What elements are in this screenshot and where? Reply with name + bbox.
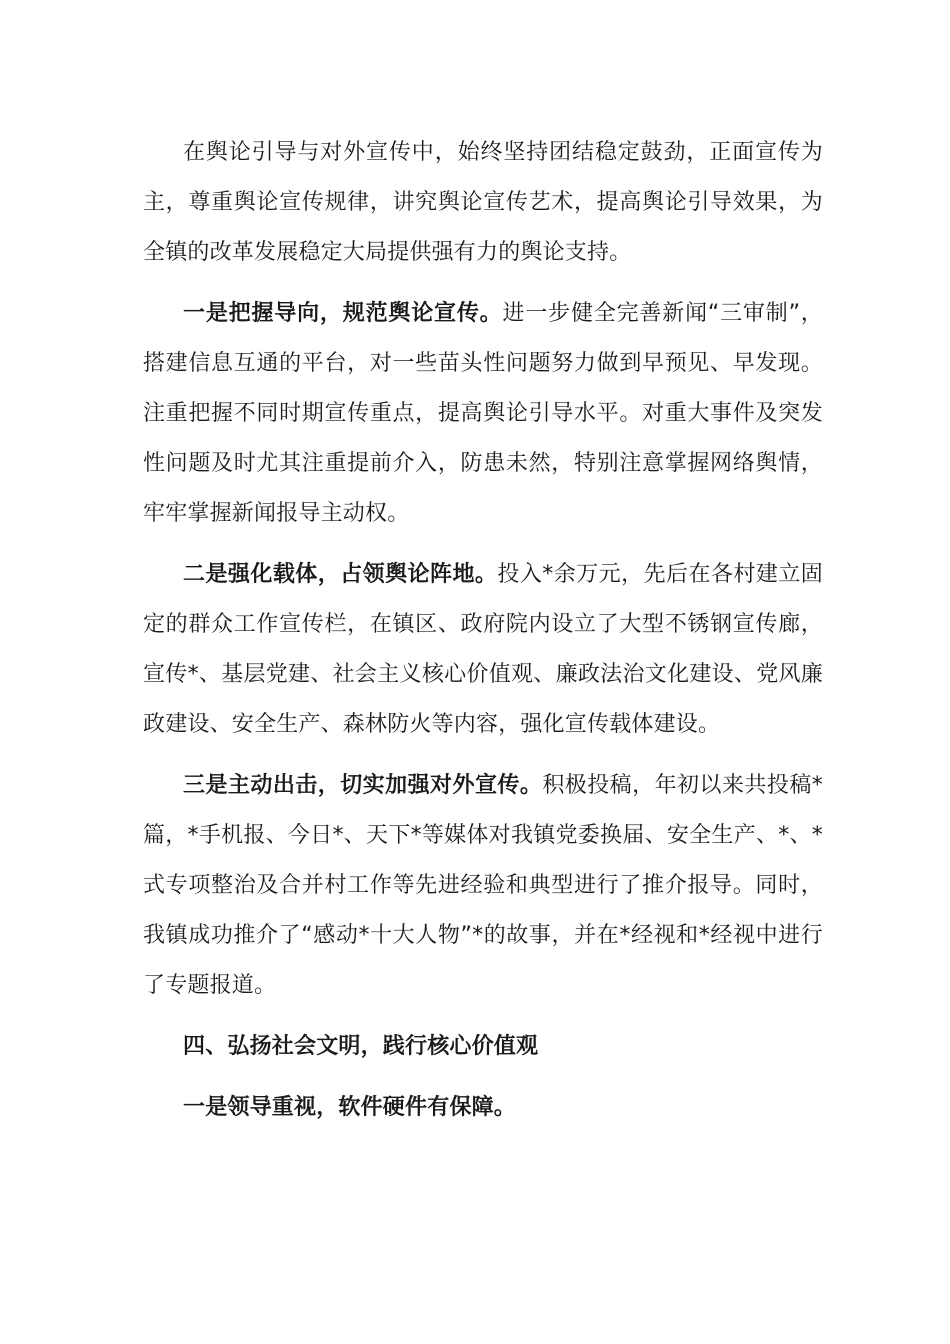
paragraph-carrier bbox=[143, 550, 823, 750]
sub-heading: 一是领导重视，软件硬件有保障。 bbox=[183, 1095, 517, 1120]
paragraph-outreach bbox=[143, 761, 823, 1011]
paragraph-lead: 二是强化载体，占领舆论阵地。 bbox=[183, 562, 498, 587]
document-body bbox=[143, 128, 823, 1144]
section-heading: 四、弘扬社会文明，践行核心价值观 bbox=[183, 1034, 539, 1059]
paragraph-guidance bbox=[143, 289, 823, 539]
paragraph-lead: 一是把握导向，规范舆论宣传。 bbox=[183, 301, 503, 326]
paragraph-text: 进一步健全完善新闻“三审制”，搭建信息互通的平台，对一些苗头性问题努力做到早预见、早发现。注重把握不同时期宣传重点，提高舆论引导水平。对重大事件及突发性问题及时尤其注重提前介入，防患未然，特别注意掌握网络舆情，牢牢掌握新闻报导主动权。 bbox=[143, 301, 823, 526]
paragraph-text: 积极投稿，年初以来共投稿*篇，*手机报、今日*、天下*等媒体对我镇党委换届、安全生产、*、*式专项整治及合并村工作等先进经验和典型进行了推介报导。同时，我镇成功推介了“感动*十大人物”*的故事，并在*经视和*经视中进行了专题报道。 bbox=[143, 773, 823, 998]
paragraph-lead: 三是主动出击，切实加强对外宣传。 bbox=[183, 773, 543, 798]
paragraph-text: 投入*余万元，先后在各村建立固定的群众工作宣传栏，在镇区、政府院内设立了大型不锈钢宣传廊，宣传*、基层党建、社会主义核心价值观、廉政法治文化建设、党风廉政建设、安全生产、森林防火等内容，强化宣传载体建设。 bbox=[143, 562, 823, 737]
paragraph-intro bbox=[143, 128, 823, 278]
paragraph-text: 在舆论引导与对外宣传中，始终坚持团结稳定鼓劲，正面宣传为主，尊重舆论宣传规律，讲究舆论宣传艺术，提高舆论引导效果，为全镇的改革发展稳定大局提供强有力的舆论支持。 bbox=[143, 140, 823, 265]
